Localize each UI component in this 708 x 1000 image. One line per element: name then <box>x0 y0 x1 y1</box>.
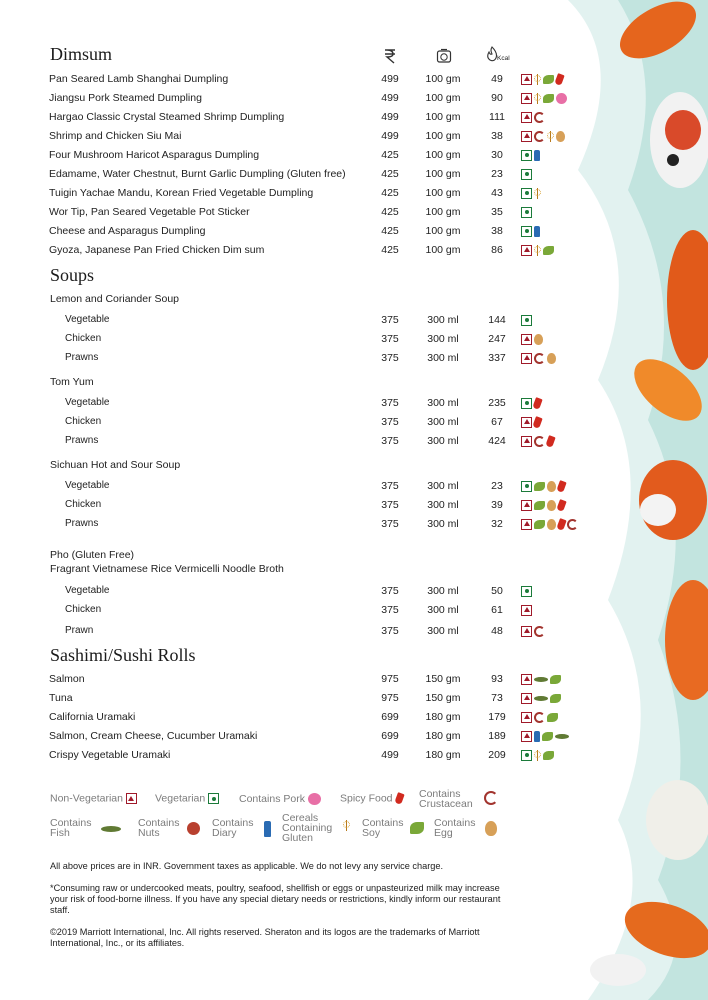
item-price: 499 <box>381 749 399 761</box>
veg-icon <box>208 793 219 804</box>
item-calories: 179 <box>488 711 506 723</box>
chili-icon <box>545 435 555 448</box>
menu-item-row <box>0 241 600 259</box>
soy-icon <box>543 246 554 255</box>
item-calories: 32 <box>491 518 503 530</box>
dietary-icons <box>521 130 565 142</box>
soup-group-tomyum: Tom Yum <box>50 376 94 388</box>
dietary-icons <box>521 625 545 637</box>
dietary-icons <box>521 73 563 85</box>
item-quantity: 300 ml <box>427 352 459 364</box>
soy-icon <box>543 751 554 760</box>
item-name: Four Mushroom Haricot Asparagus Dumpling <box>49 149 260 161</box>
chili-icon <box>556 518 566 531</box>
shrimp-icon <box>534 626 545 637</box>
dietary-icons <box>521 416 541 428</box>
item-quantity: 100 gm <box>425 149 461 161</box>
nonveg-icon <box>521 353 532 364</box>
item-quantity: 180 gm <box>425 711 461 723</box>
item-calories: 247 <box>488 333 506 345</box>
item-name: Edamame, Water Chestnut, Burnt Garlic Dumpling (Gluten free) <box>49 168 346 180</box>
item-calories: 235 <box>488 397 506 409</box>
section-title-dimsum: Dimsum <box>50 44 113 64</box>
legend-gluten <box>282 813 332 843</box>
dietary-icons <box>521 314 532 326</box>
kcal-icon <box>485 46 511 66</box>
menu-item-row <box>0 477 600 495</box>
item-price: 375 <box>381 314 399 326</box>
item-price: 375 <box>381 416 399 428</box>
menu-item-row <box>0 165 600 183</box>
item-calories: 144 <box>488 314 506 326</box>
soup-group-pho: Pho (Gluten Free) <box>50 549 135 561</box>
menu-item-row <box>0 622 600 640</box>
section-title-soups: Soups <box>50 265 95 285</box>
dietary-icons <box>521 206 532 218</box>
wheat-icon <box>534 93 541 104</box>
item-name: Salmon, Cream Cheese, Cucumber Uramaki <box>49 730 258 742</box>
item-calories: 209 <box>488 749 506 761</box>
dietary-icons <box>521 187 541 199</box>
menu-item-row <box>0 108 600 126</box>
nuts-icon <box>187 822 200 835</box>
fish-icon <box>101 826 121 832</box>
item-quantity: 300 ml <box>427 499 459 511</box>
item-name: Shrimp and Chicken Siu Mai <box>49 130 182 142</box>
item-price: 975 <box>381 692 399 704</box>
legend-veg-label: Vegetarian <box>155 792 206 805</box>
soup-group-sichuan: Sichuan Hot and Sour Soup <box>50 459 181 471</box>
item-calories: 86 <box>491 244 503 256</box>
item-quantity: 300 ml <box>427 585 459 597</box>
soy-icon <box>410 822 424 834</box>
dietary-icons <box>521 711 558 723</box>
item-name: Jiangsu Pork Steamed Dumpling <box>49 92 202 104</box>
legend-egg-label-2: Egg <box>434 827 453 839</box>
menu-item-row <box>0 146 600 164</box>
item-quantity: 150 gm <box>425 692 461 704</box>
item-price: 375 <box>381 625 399 637</box>
item-price: 375 <box>381 518 399 530</box>
pig-icon <box>556 93 567 104</box>
shrimp-icon <box>534 112 545 123</box>
legend-dairy-label-2: Diary <box>212 827 237 839</box>
legend-dairy <box>212 818 253 838</box>
milk-bottle-icon <box>534 226 540 237</box>
legend-nuts-label-1: Contains <box>138 817 180 829</box>
dietary-icons <box>521 352 556 364</box>
item-price: 425 <box>381 187 399 199</box>
shrimp-icon <box>484 791 498 805</box>
item-quantity: 300 ml <box>427 435 459 447</box>
dietary-icons <box>521 518 578 530</box>
item-name: Salmon <box>49 673 85 685</box>
item-name: Prawns <box>65 518 99 529</box>
item-name: Tuna <box>49 692 73 704</box>
menu-item-row <box>0 222 600 240</box>
menu-item-row <box>0 689 600 707</box>
pig-icon <box>308 793 321 805</box>
item-calories: 50 <box>491 585 503 597</box>
item-calories: 23 <box>491 168 503 180</box>
item-calories: 43 <box>491 187 503 199</box>
dietary-icons <box>521 692 561 704</box>
chili-icon <box>532 397 542 410</box>
chili-icon <box>394 792 404 805</box>
legend-soy-label-2: Soy <box>362 827 381 839</box>
item-calories: 90 <box>491 92 503 104</box>
menu-item-row <box>0 89 600 107</box>
veg-icon <box>521 750 532 761</box>
soy-icon <box>534 501 545 510</box>
dietary-icons <box>521 333 543 345</box>
dietary-icons <box>521 749 554 761</box>
item-price: 425 <box>381 225 399 237</box>
item-name: Prawns <box>65 352 99 363</box>
item-calories: 30 <box>491 149 503 161</box>
item-calories: 38 <box>491 225 503 237</box>
nonveg-icon <box>521 731 532 742</box>
item-calories: 67 <box>491 416 503 428</box>
item-name: Prawn <box>65 625 94 636</box>
egg-icon <box>547 481 556 492</box>
menu-item-row <box>0 70 600 88</box>
menu-item-row <box>0 432 600 450</box>
chili-icon <box>556 480 566 493</box>
egg-icon <box>534 334 543 345</box>
price-note: All above prices are in INR. Government taxes as applicable. We do not levy any service charge. <box>50 861 444 871</box>
menu-item-row <box>0 582 600 600</box>
dietary-icons <box>521 435 554 447</box>
egg-icon <box>547 353 556 364</box>
veg-icon <box>521 315 532 326</box>
item-price: 375 <box>381 499 399 511</box>
item-name: Chicken <box>65 499 102 510</box>
shrimp-icon <box>534 131 545 142</box>
legend-soy-label-1: Contains <box>362 817 404 829</box>
menu-item-row <box>0 515 600 533</box>
dietary-icons <box>521 499 565 511</box>
item-quantity: 100 gm <box>425 92 461 104</box>
item-calories: 111 <box>489 111 505 123</box>
item-quantity: 100 gm <box>425 244 461 256</box>
legend-nuts <box>138 818 179 838</box>
nonveg-icon <box>521 112 532 123</box>
legend-dairy-label-1: Contains <box>212 817 254 829</box>
item-price: 375 <box>381 585 399 597</box>
legend-spicy-label: Spicy Food <box>340 792 393 805</box>
item-price: 499 <box>381 73 399 85</box>
milk-bottle-icon <box>534 731 540 742</box>
item-name: Prawns <box>65 435 99 446</box>
shrimp-icon <box>534 712 545 723</box>
item-price: 375 <box>381 397 399 409</box>
dietary-icons <box>521 244 554 256</box>
item-price: 699 <box>381 730 399 742</box>
dietary-icons <box>521 604 532 616</box>
item-quantity: 100 gm <box>425 225 461 237</box>
item-calories: 39 <box>491 499 503 511</box>
egg-icon <box>547 519 556 530</box>
legend-pork-label: Contains Pork <box>239 792 305 805</box>
legend-spicy <box>340 793 403 804</box>
fish-icon <box>555 734 569 739</box>
legend-crust-label-2: Crustacean <box>419 798 473 810</box>
item-quantity: 180 gm <box>425 749 461 761</box>
menu-item-row <box>0 394 600 412</box>
item-calories: 73 <box>491 692 503 704</box>
menu-item-row <box>0 496 600 514</box>
item-price: 425 <box>381 149 399 161</box>
scale-icon <box>436 48 452 64</box>
nonveg-icon <box>521 245 532 256</box>
nonveg-icon <box>521 605 532 616</box>
item-name: Vegetable <box>65 585 110 596</box>
item-calories: 424 <box>488 435 506 447</box>
item-price: 699 <box>381 711 399 723</box>
nonveg-icon <box>521 626 532 637</box>
item-calories: 35 <box>491 206 503 218</box>
legend-crustacean <box>419 789 473 809</box>
item-price: 425 <box>381 168 399 180</box>
wheat-icon <box>343 820 350 831</box>
wheat-icon <box>534 750 541 761</box>
dietary-icons <box>521 397 541 409</box>
egg-icon <box>485 821 497 836</box>
item-name: Gyoza, Japanese Pan Fried Chicken Dim sum <box>49 244 265 256</box>
wheat-icon <box>547 131 554 142</box>
menu-item-row <box>0 311 600 329</box>
veg-icon <box>521 188 532 199</box>
kcal-label: Kcal <box>497 55 510 62</box>
milk-bottle-icon <box>534 150 540 161</box>
item-quantity: 300 ml <box>427 333 459 345</box>
chili-icon <box>554 73 564 86</box>
menu-item-row <box>0 203 600 221</box>
soy-icon <box>534 482 545 491</box>
item-quantity: 300 ml <box>427 604 459 616</box>
veg-icon <box>521 207 532 218</box>
food-safety-warning: *Consuming raw or undercooked meats, poultry, seafood, shellfish or eggs or unpasteurized milk may increase your risk of food-borne illness. If you have any special dietary needs or restrictions, kindly inform our restaurant staff. <box>50 883 501 915</box>
legend-nonveg-label: Non-Vegetarian <box>50 792 123 805</box>
item-quantity: 300 ml <box>427 625 459 637</box>
item-quantity: 100 gm <box>425 130 461 142</box>
menu-item-row <box>0 330 600 348</box>
menu-item-row <box>0 184 600 202</box>
menu-item-row <box>0 413 600 431</box>
item-name: Vegetable <box>65 314 110 325</box>
item-quantity: 300 ml <box>427 397 459 409</box>
item-calories: 61 <box>491 604 503 616</box>
item-name: Cheese and Asparagus Dumpling <box>49 225 206 237</box>
egg-icon <box>547 500 556 511</box>
soup-group-pho-subtitle: Fragrant Vietnamese Rice Vermicelli Noodle Broth <box>50 563 284 575</box>
item-name: Hargao Classic Crystal Steamed Shrimp Dumpling <box>49 111 285 123</box>
nonveg-icon <box>521 674 532 685</box>
item-name: Pan Seared Lamb Shanghai Dumpling <box>49 73 229 85</box>
milk-bottle-icon <box>264 821 271 837</box>
item-quantity: 300 ml <box>427 480 459 492</box>
nonveg-icon <box>521 131 532 142</box>
item-calories: 49 <box>491 73 503 85</box>
section-title-sashimi: Sashimi/Sushi Rolls <box>50 645 196 665</box>
item-quantity: 100 gm <box>425 168 461 180</box>
legend-fish <box>50 818 91 838</box>
item-price: 375 <box>381 604 399 616</box>
soy-icon <box>550 694 561 703</box>
item-name: Chicken <box>65 333 102 344</box>
legend-egg-label-1: Contains <box>434 817 476 829</box>
soy-icon <box>550 675 561 684</box>
legend-crust-label-1: Contains <box>419 788 461 800</box>
soy-icon <box>547 713 558 722</box>
nonveg-icon <box>521 93 532 104</box>
nonveg-icon <box>521 74 532 85</box>
legend-gluten-label-2: Containing <box>282 822 333 834</box>
item-price: 375 <box>381 333 399 345</box>
veg-icon <box>521 150 532 161</box>
item-quantity: 100 gm <box>425 206 461 218</box>
item-quantity: 300 ml <box>427 416 459 428</box>
legend-veg <box>155 793 219 804</box>
nonveg-icon <box>521 500 532 511</box>
veg-icon <box>521 169 532 180</box>
fish-icon <box>534 677 548 682</box>
legend-gluten-label-3: Gluten <box>282 832 313 844</box>
nonveg-icon <box>521 436 532 447</box>
legend-fish-label-2: Fish <box>50 827 70 839</box>
chili-icon <box>532 416 542 429</box>
egg-icon <box>556 131 565 142</box>
menu-item-row <box>0 349 600 367</box>
menu-item-row <box>0 746 600 764</box>
legend-pork <box>239 793 321 805</box>
nonveg-icon <box>521 417 532 428</box>
item-calories: 48 <box>491 625 503 637</box>
item-name: California Uramaki <box>49 711 136 723</box>
dietary-icons <box>521 168 532 180</box>
item-calories: 189 <box>488 730 506 742</box>
soy-icon <box>534 520 545 529</box>
item-name: Vegetable <box>65 397 110 408</box>
item-price: 375 <box>381 435 399 447</box>
item-price: 375 <box>381 480 399 492</box>
item-quantity: 100 gm <box>425 73 461 85</box>
item-name: Crispy Vegetable Uramaki <box>49 749 171 761</box>
menu-item-row <box>0 670 600 688</box>
legend-nonveg <box>50 793 137 804</box>
wheat-icon <box>534 74 541 85</box>
item-price: 425 <box>381 206 399 218</box>
dietary-icons <box>521 673 561 685</box>
item-price: 425 <box>381 244 399 256</box>
veg-icon <box>521 586 532 597</box>
dietary-icons <box>521 149 540 161</box>
item-quantity: 150 gm <box>425 673 461 685</box>
item-name: Vegetable <box>65 480 110 491</box>
item-quantity: 300 ml <box>427 518 459 530</box>
shrimp-icon <box>567 519 578 530</box>
wheat-icon <box>534 245 541 256</box>
item-calories: 38 <box>491 130 503 142</box>
nonveg-icon <box>521 519 532 530</box>
nonveg-icon <box>521 693 532 704</box>
dietary-icons <box>521 225 540 237</box>
menu-item-row <box>0 127 600 145</box>
legend-fish-label-1: Contains <box>50 817 92 829</box>
veg-icon <box>521 481 532 492</box>
chili-icon <box>556 499 566 512</box>
nonveg-icon <box>521 334 532 345</box>
shrimp-icon <box>534 436 545 447</box>
legend-egg <box>434 818 475 838</box>
item-name: Chicken <box>65 416 102 427</box>
soy-icon <box>542 732 553 741</box>
veg-icon <box>521 226 532 237</box>
legend-nuts-label-2: Nuts <box>138 827 160 839</box>
item-price: 499 <box>381 130 399 142</box>
soup-group-lemon: Lemon and Coriander Soup <box>50 293 180 305</box>
item-name: Chicken <box>65 604 102 615</box>
item-name: Wor Tip, Pan Seared Vegetable Pot Sticker <box>49 206 250 218</box>
item-quantity: 100 gm <box>425 187 461 199</box>
item-name: Tuigin Yachae Mandu, Korean Fried Vegetable Dumpling <box>49 187 314 199</box>
nonveg-icon <box>126 793 137 804</box>
item-quantity: 180 gm <box>425 730 461 742</box>
item-calories: 23 <box>491 480 503 492</box>
menu-item-row <box>0 708 600 726</box>
item-price: 499 <box>381 111 399 123</box>
legend-soy <box>362 818 403 838</box>
legend-gluten-label-1: Cereals <box>282 812 319 824</box>
copyright-note: ©2019 Marriott International, Inc. All rights reserved. Sheraton and its logos are the trademarks of Marriott International, Inc., or its affiliates. <box>50 927 480 948</box>
item-calories: 93 <box>491 673 503 685</box>
item-price: 499 <box>381 92 399 104</box>
item-price: 375 <box>381 352 399 364</box>
item-quantity: 100 gm <box>425 111 461 123</box>
shrimp-icon <box>534 353 545 364</box>
wheat-icon <box>534 188 541 199</box>
dietary-icons <box>521 92 567 104</box>
item-calories: 337 <box>488 352 506 364</box>
menu-item-row <box>0 601 600 619</box>
veg-icon <box>521 398 532 409</box>
dietary-icons <box>521 730 569 742</box>
nonveg-icon <box>521 712 532 723</box>
fish-icon <box>534 696 548 701</box>
dietary-icons <box>521 585 532 597</box>
dietary-icons <box>521 480 565 492</box>
rupee-icon <box>383 48 397 64</box>
soy-icon <box>543 75 554 84</box>
soy-icon <box>543 94 554 103</box>
item-quantity: 300 ml <box>427 314 459 326</box>
dietary-icons <box>521 111 545 123</box>
item-price: 975 <box>381 673 399 685</box>
menu-item-row <box>0 727 600 745</box>
